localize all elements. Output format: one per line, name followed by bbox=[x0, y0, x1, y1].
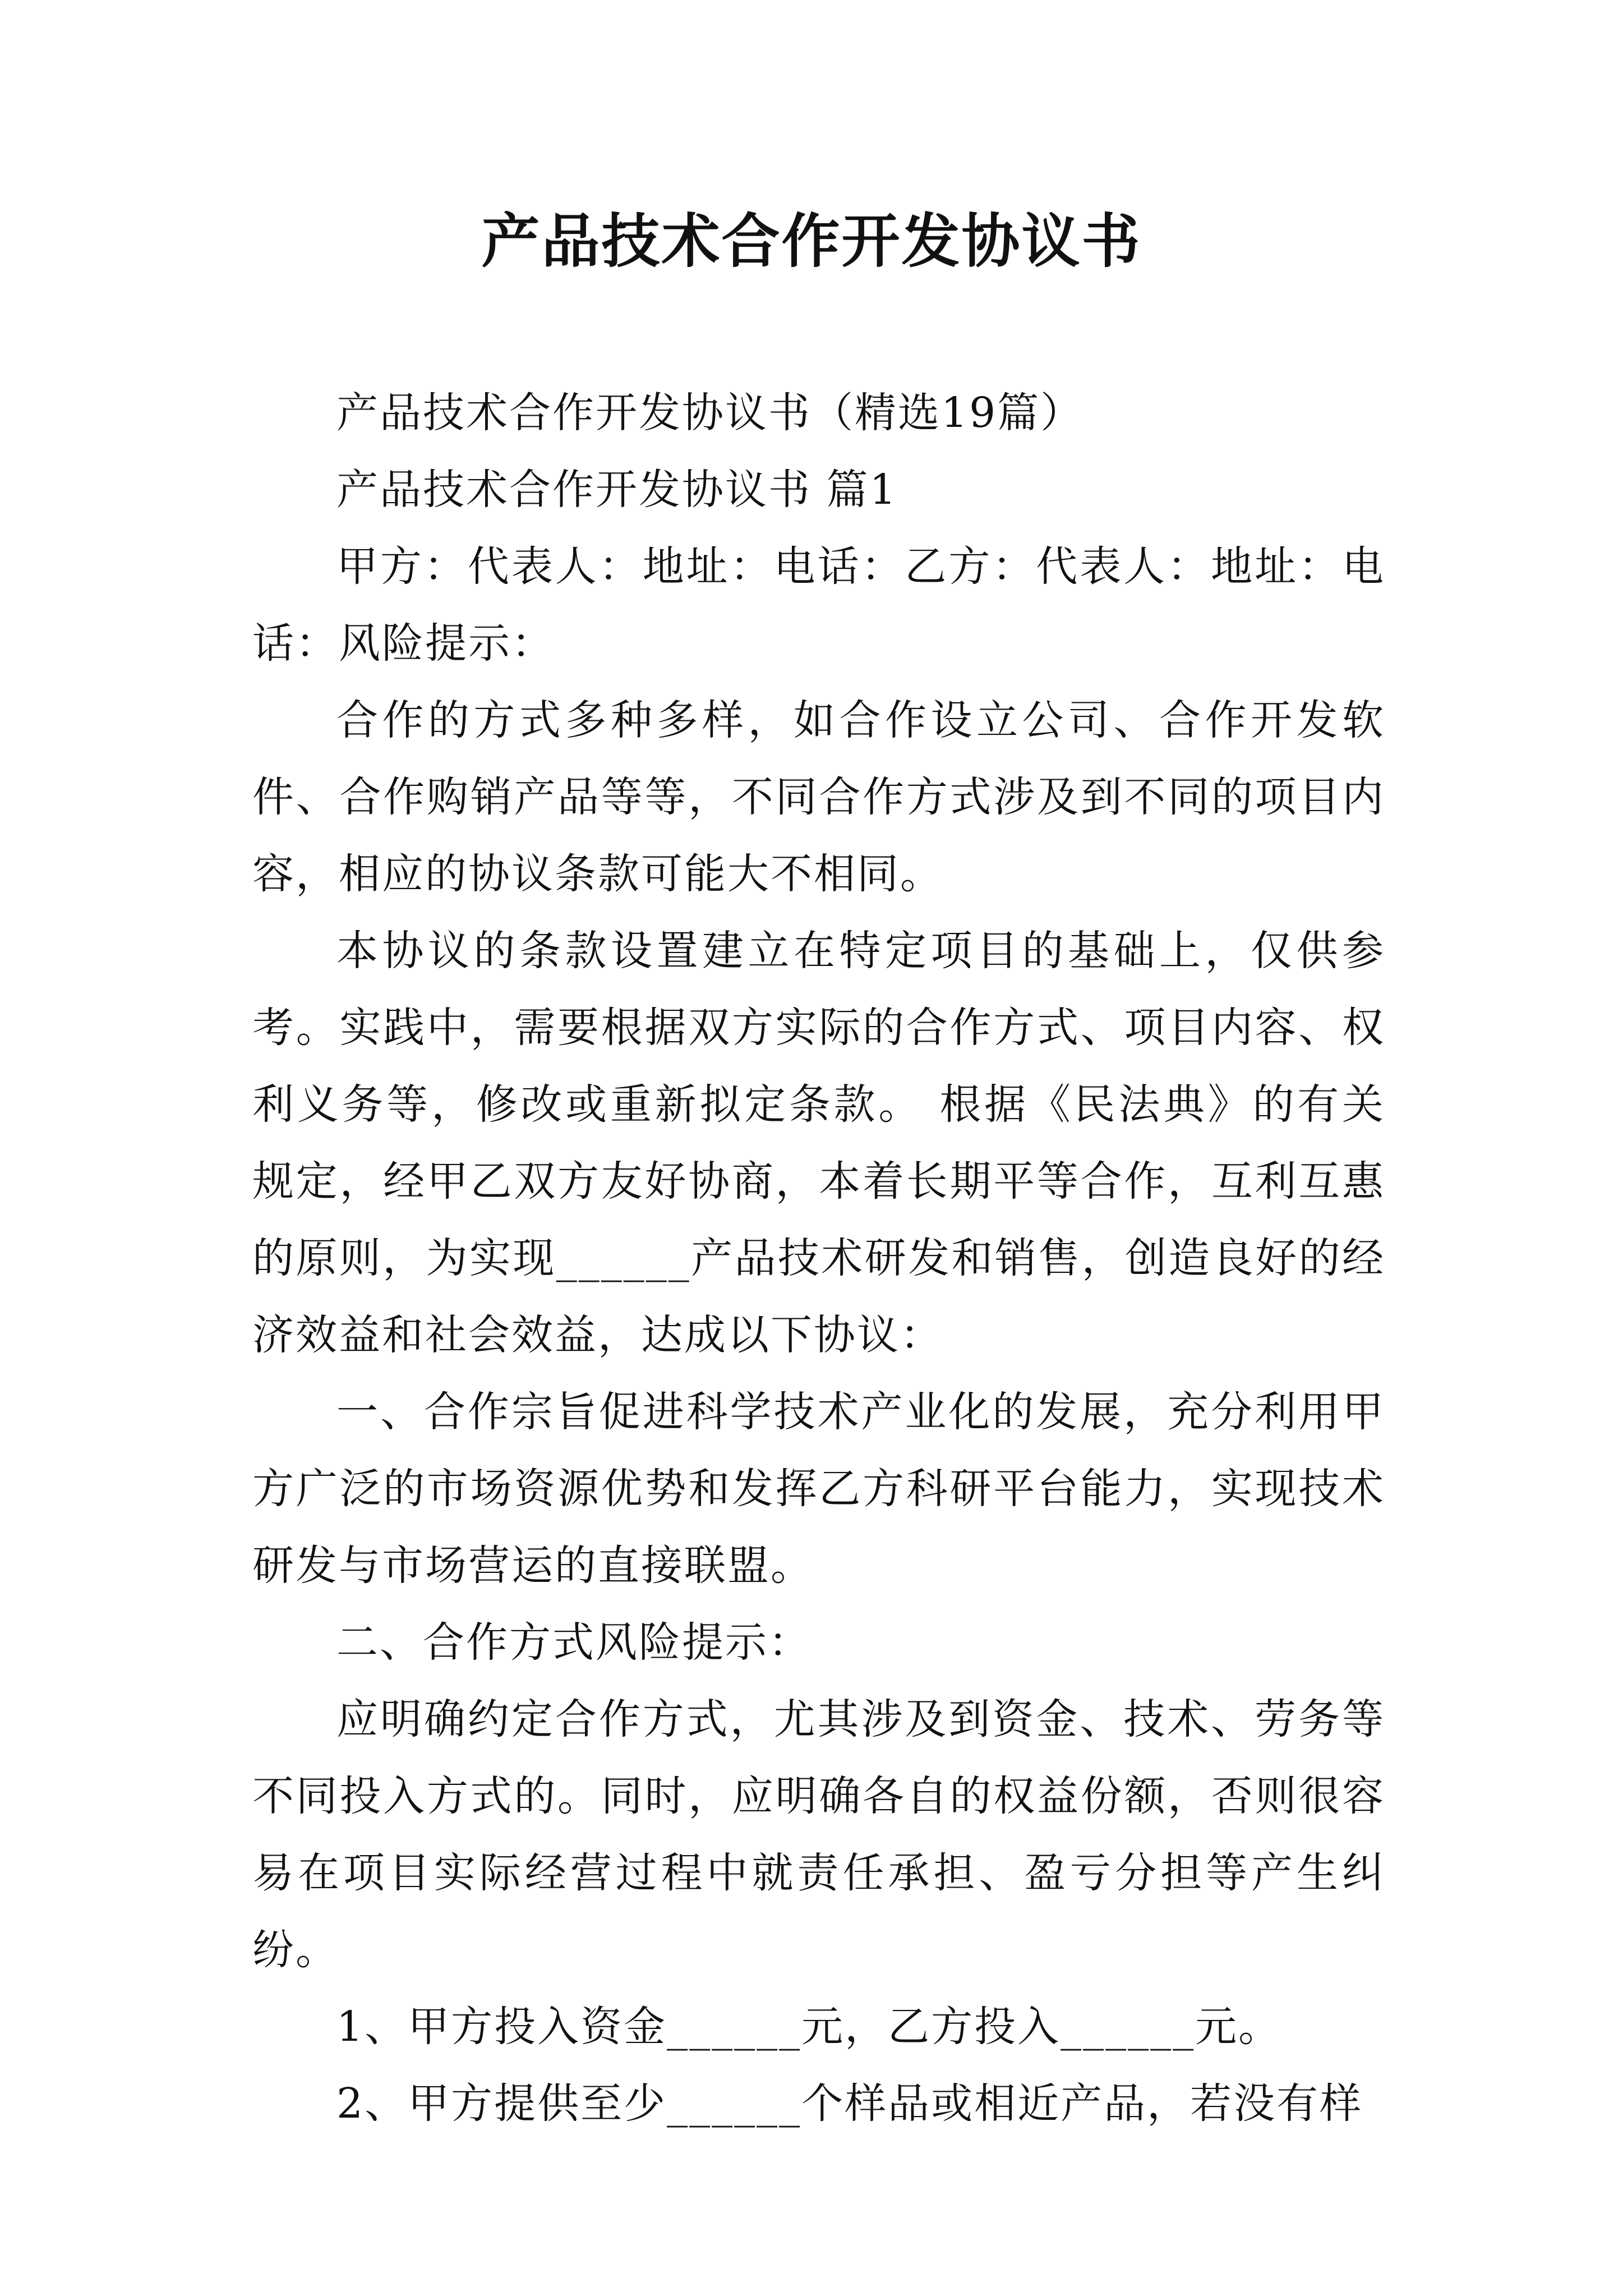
paragraph-cooperation-modes: 合作的方式多种多样，如合作设立公司、合作开发软件、合作购销产品等等，不同合作方式涉及到不同的项目内容，相应的协议条款可能大不相同。 bbox=[252, 696, 1385, 898]
paragraph-preamble: 本协议的条款设置建立在特定项目的基础上，仅供参考。实践中，需要根据双方实际的合作方式、项目内容、权利义务等，修改或重新拟定条款。 根据《民法典》的有关规定，经甲乙双方友好协商，本着长期平等合作，互利互惠的原则，为实现______产品技术研发和销售，创造良好的经济效益和社会效益，达成以下协议： bbox=[252, 927, 1385, 1359]
paragraph-item-1: 1、甲方投入资金______元，乙方投入______元。 bbox=[336, 2003, 1282, 2051]
document-title: 产品技术合作开发协议书 bbox=[481, 206, 1142, 275]
paragraph-risk-note: 应明确约定合作方式，尤其涉及到资金、技术、劳务等不同投入方式的。同时，应明确各自的权益份额，否则很容易在项目实际经营过程中就责任承担、盈亏分担等产生纠纷。 bbox=[252, 1695, 1385, 1974]
document-body bbox=[252, 375, 1385, 2142]
paragraph-item-2: 2、甲方提供至少______个样品或相近产品，若没有样 bbox=[336, 2079, 1363, 2128]
paragraph-clause-method-heading: 二、合作方式风险提示： bbox=[336, 1618, 811, 1667]
paragraph-subtitle: 产品技术合作开发协议书（精选19篇） bbox=[336, 389, 1084, 437]
paragraph-parties: 甲方：代表人：地址：电话：乙方：代表人：地址：电话：风险提示： bbox=[252, 542, 1385, 668]
paragraph-section-heading: 产品技术合作开发协议书 篇1 bbox=[336, 466, 898, 514]
paragraph-clause-purpose: 一、合作宗旨促进科学技术产业化的发展，充分利用甲方广泛的市场资源优势和发挥乙方科研平台能力，实现技术研发与市场营运的直接联盟。 bbox=[252, 1388, 1385, 1590]
